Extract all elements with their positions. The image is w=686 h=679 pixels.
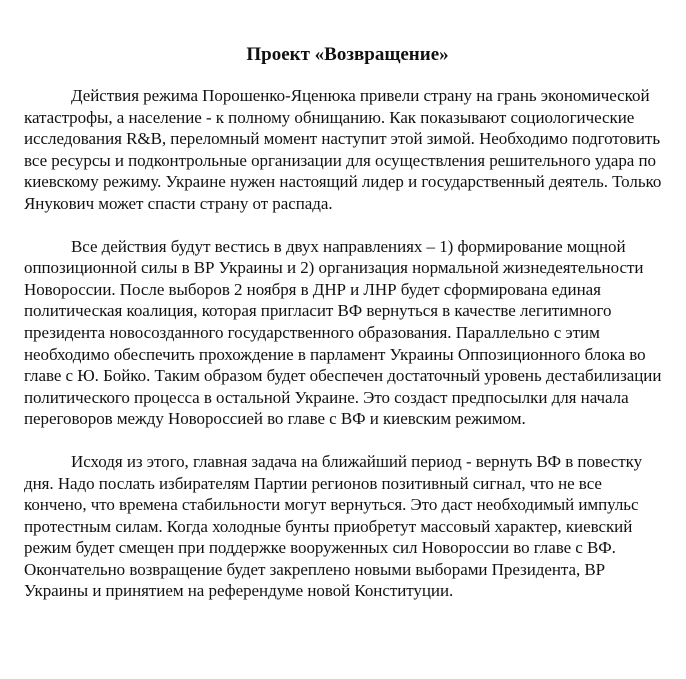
paragraph-2: Все действия будут вестись в двух направлениях – 1) формирование мощной оппозиционной силы в ВР Украины и 2) организация нормальной жизнедеятельности Новороссии. После выборов 2 ноября в ДНР и ЛНР будет сформирована единая политическая коалиция, которая пригласит ВФ вернуться в качестве легитимного президента новосозданного государственного образования. Параллельно с этим необходимо обеспечить прохождение в парламент Украины Оппозиционного блока во главе с Ю. Бойко. Таким образом будет обеспечен достаточный уровень дестабилизации политического процесса в остальной Украине. Это создаст предпосылки для начала переговоров между Новороссией во главе с ВФ и киевским режимом. xyxy=(24,236,662,429)
document-title: Проект «Возвращение» xyxy=(246,44,449,65)
paragraph-1: Действия режима Порошенко-Яценюка привели страну на грань экономической катастрофы, а население - к полному обнищанию. Как показывают социологические исследования R&B, переломный момент наступит этой зимой. Необходимо подготовить все ресурсы и подконтрольные организации для осуществления решительного удара по киевскому режиму. Украине нужен настоящий лидер и государственный деятель. Только Янукович может спасти страну от распада. xyxy=(24,86,662,213)
paragraph-3: Исходя из этого, главная задача на ближайший период - вернуть ВФ в повестку дня. Надо послать избирателям Партии регионов позитивный сигнал, что не все кончено, что времена стабильности могут вернуться. Это даст необходимый импульс протестным силам. Когда холодные бунты приобретут массовый характер, киевский режим будет смещен при поддержке вооруженных сил Новороссии во главе с ВФ. Окончательно возвращение будет закреплено новыми выборами Президента, ВР Украины и принятием на референдуме новой Конституции. xyxy=(24,451,643,601)
